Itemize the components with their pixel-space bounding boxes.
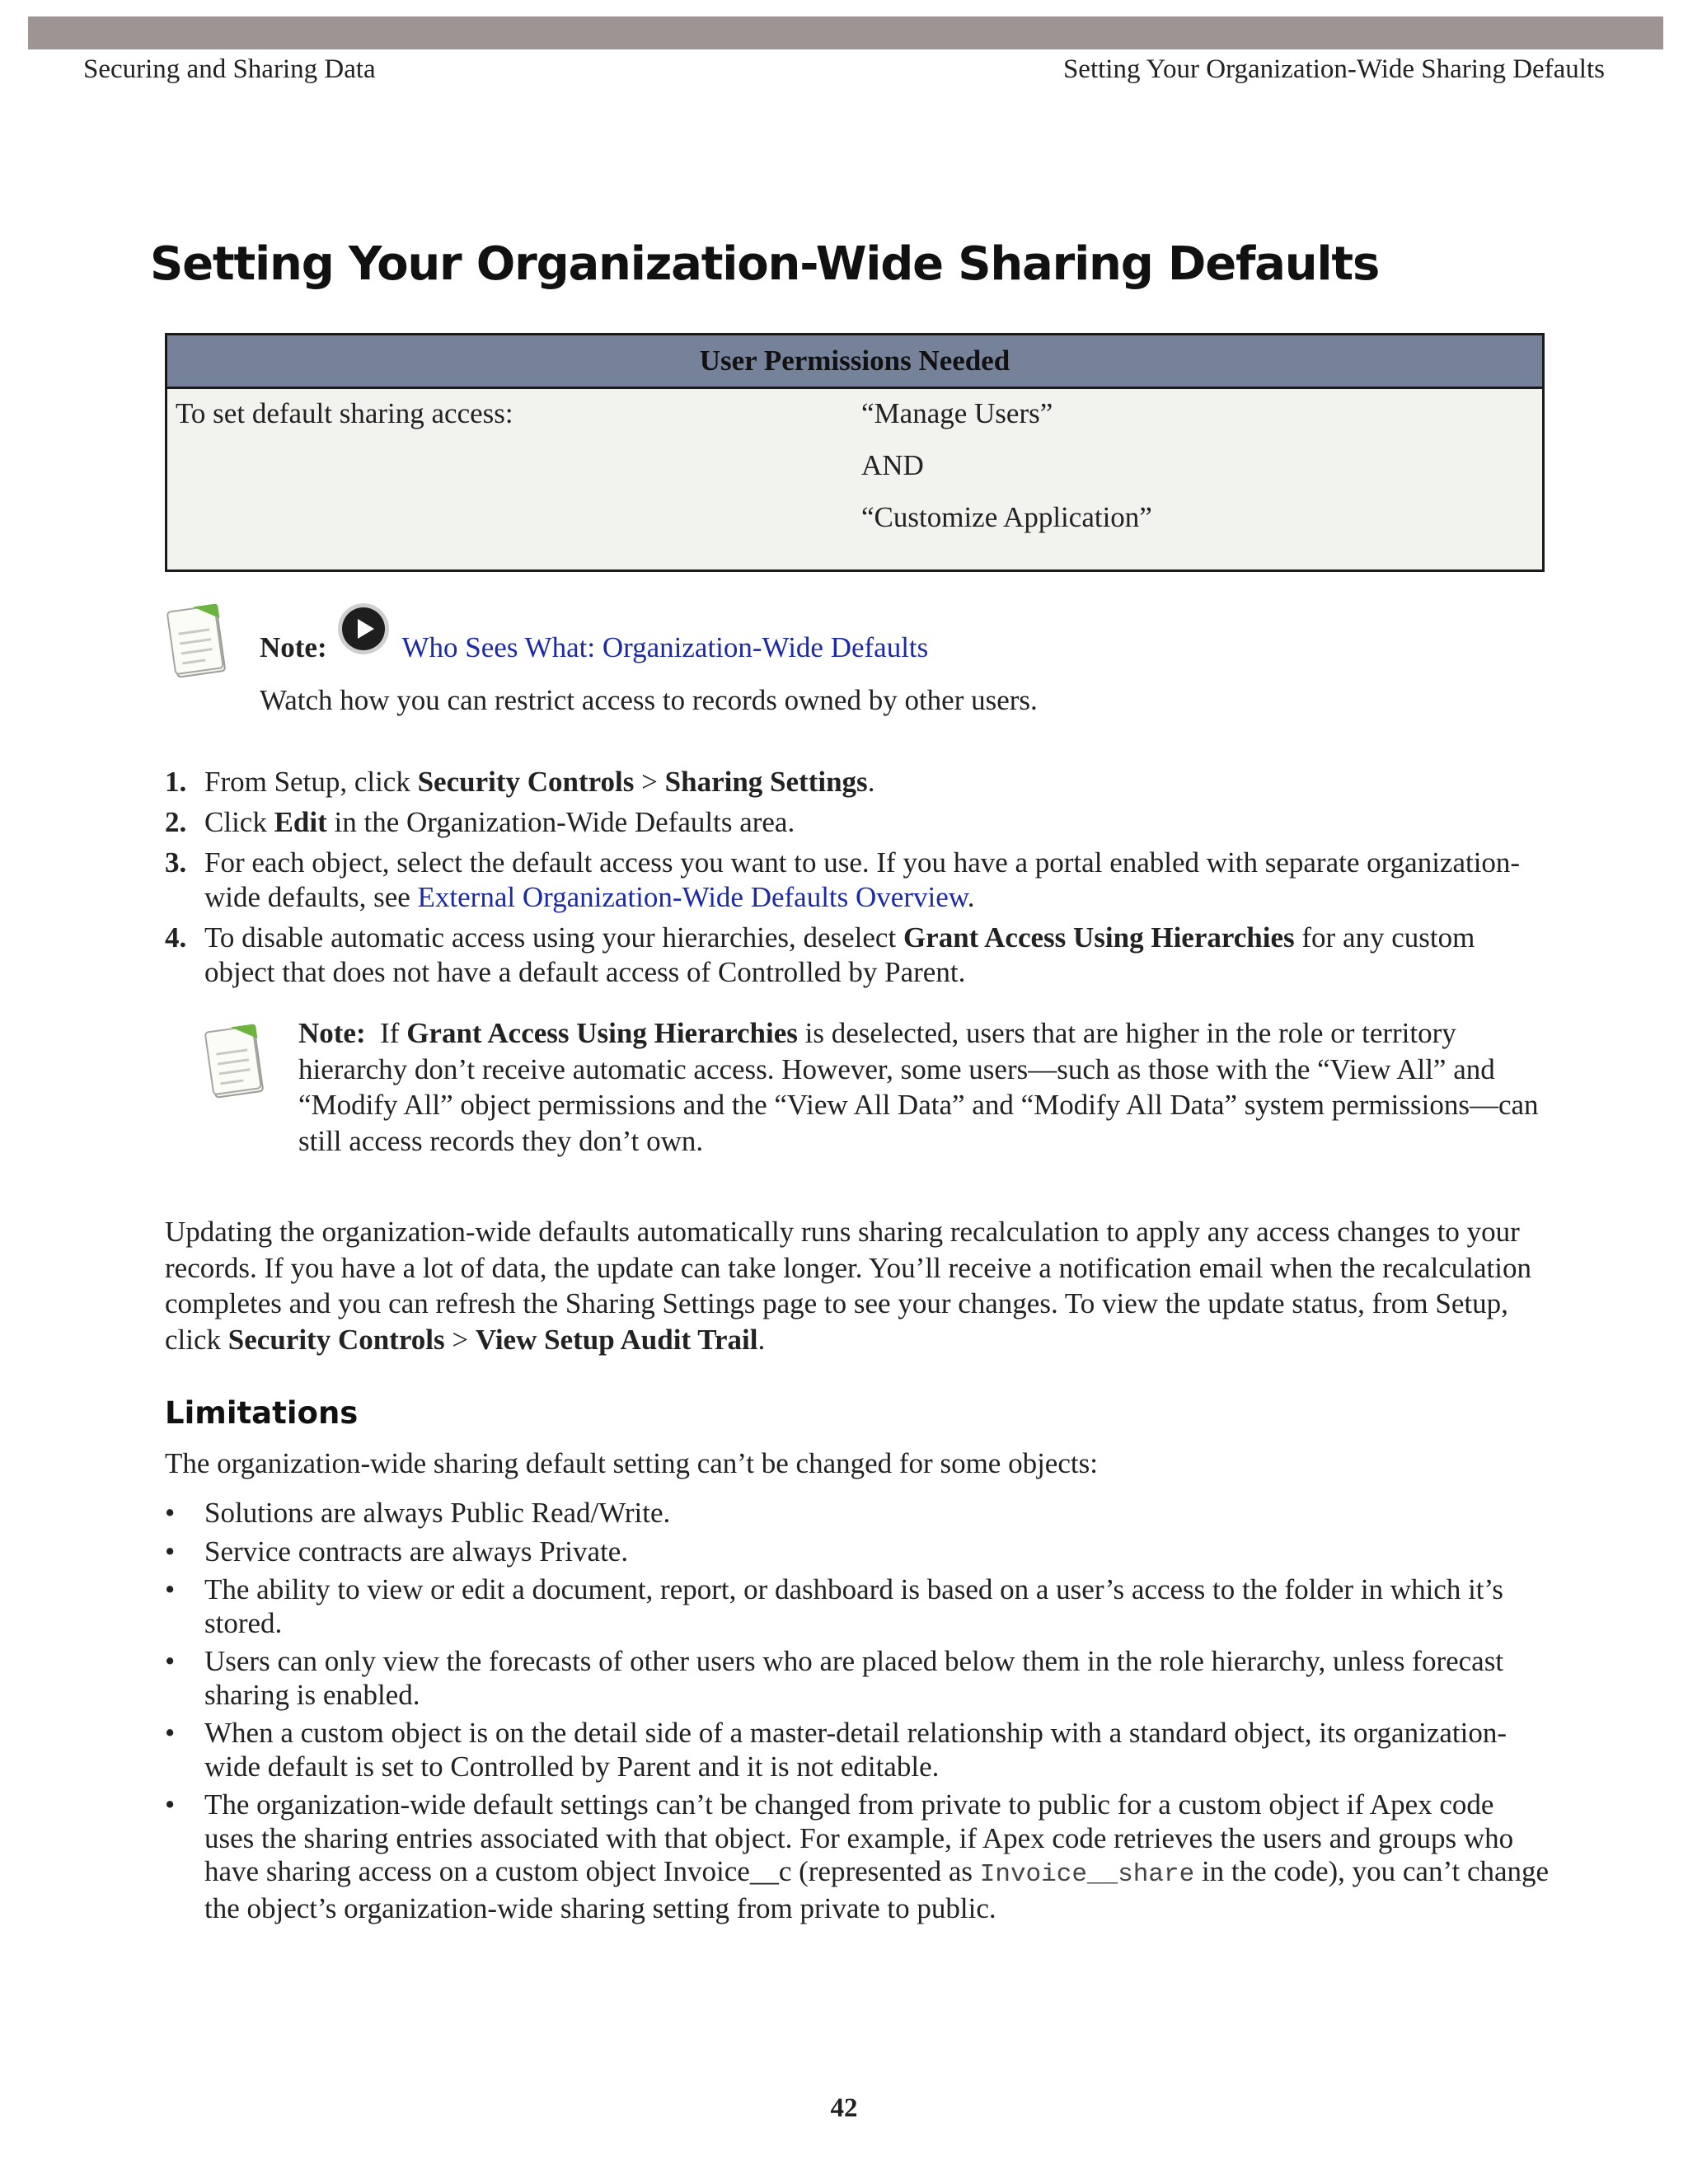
note-label: Note: [260, 631, 327, 663]
step-number: 4. [165, 921, 187, 954]
step-punctuation: . [967, 881, 975, 913]
list-item [165, 1645, 1550, 1712]
list-item-text: in the code), you can’t change the object’s organization-wide sharing setting from private to public. [204, 1855, 1550, 1924]
note-label: Note: [298, 1017, 366, 1049]
running-header-right: Setting Your Organization-Wide Sharing Defaults [1062, 54, 1605, 84]
bullet: • [165, 1717, 176, 1749]
step-text: To disable automatic access using your hierarchies, deselect [204, 921, 903, 954]
bullet: • [165, 1573, 176, 1605]
paragraph-separator: > [444, 1323, 476, 1356]
view-setup-audit-trail-label: View Setup Audit Trail [475, 1323, 758, 1356]
list-item [165, 1717, 1550, 1783]
who-sees-what-link[interactable]: Who Sees What: Organization-Wide Defaults [401, 631, 929, 663]
step-number: 2. [165, 806, 187, 838]
step-number: 1. [165, 766, 187, 798]
step-text: For each object, select the default access you want to use. If you have a portal enabled with separate organization-wide defaults, see [204, 846, 1521, 913]
note-text: is deselected, users that are higher in the role or territory hierarchy don’t receive automatic access. However, some users—such as those with the “View All” and “Modify All” object permissions and the “View All Data” and “Modify All Data” system permissions—can still access records they don’t own. [298, 1017, 1539, 1157]
bullet: • [165, 1645, 176, 1677]
note-icon [165, 600, 231, 682]
grant-access-label: Grant Access Using Hierarchies [903, 921, 1295, 954]
note-video [260, 631, 928, 664]
step-text: Click [204, 806, 274, 838]
bullet: • [165, 1788, 176, 1821]
permissions-table [165, 333, 1545, 572]
list-item [165, 1788, 1550, 1925]
step-separator: > [634, 766, 665, 798]
paragraph-text: Updating the organization-wide defaults automatically runs sharing recalculation to apply any access changes to your records. If you have a lot of data, the update can take longer. You’ll receive a notification email when the recalculation completes and you can refresh the Sharing Settings page to see your changes. To view the update status, from Setup, click [165, 1216, 1531, 1356]
step-text: in the Organization-Wide Defaults area. [326, 806, 795, 838]
permissions-table-heading: User Permissions Needed [166, 335, 1544, 388]
list-item-text: Users can only view the forecasts of other users who are placed below them in the role hierarchy, unless forecast sharing is enabled. [204, 1645, 1504, 1711]
security-controls-label: Security Controls [227, 1323, 445, 1356]
recalculation-paragraph [165, 1214, 1550, 1357]
sharing-settings-label: Sharing Settings [664, 766, 868, 798]
note-description: Watch how you can restrict access to records owned by other users. [260, 684, 1038, 716]
step-item [165, 765, 1550, 799]
list-item-text: The ability to view or edit a document, report, or dashboard is based on a user’s access to the folder in which it’s stored. [204, 1573, 1503, 1639]
permission-manage-users: “Manage Users” [861, 397, 1053, 429]
external-owd-overview-link[interactable]: External Organization-Wide Defaults Overview [417, 881, 968, 913]
limitations-intro: The organization-wide sharing default setting can’t be changed for some objects: [165, 1447, 1098, 1479]
step-number: 3. [165, 846, 187, 879]
list-item [165, 1573, 1550, 1640]
note-text: If [380, 1017, 407, 1049]
running-header-left: Securing and Sharing Data [83, 54, 376, 84]
step-text: for any custom object that does not have a default access of Controlled by Parent. [204, 921, 1475, 988]
steps-list [165, 765, 1550, 996]
edit-label: Edit [274, 806, 327, 838]
page-title: Setting Your Organization-Wide Sharing Defaults [150, 237, 1380, 291]
limitations-heading: Limitations [165, 1395, 359, 1431]
permission-task: To set default sharing access: [166, 388, 862, 571]
grant-access-label: Grant Access Using Hierarchies [406, 1017, 798, 1049]
list-item [165, 1497, 1550, 1530]
security-controls-label: Security Controls [417, 766, 635, 798]
code-invoice-share: Invoice__share [979, 1860, 1195, 1889]
list-item [165, 1535, 1550, 1569]
step-item [165, 846, 1550, 915]
step-item [165, 921, 1550, 990]
list-item-text: The organization-wide default settings can’t be changed from private to public for a custom object if Apex code uses the sharing entries associated with that object. For example, if Apex code retrieves the users and groups who have sharing access on a custom object Invoice__c (represented as [204, 1788, 1514, 1887]
bullet: • [165, 1497, 176, 1529]
permission-customize-application: “Customize Application” [861, 501, 1152, 533]
list-item-text: Service contracts are always Private. [204, 1535, 629, 1568]
step-punctuation: . [867, 766, 875, 798]
top-bar [28, 16, 1663, 49]
paragraph-punctuation: . [757, 1323, 766, 1356]
list-item-text: Solutions are always Public Read/Write. [204, 1497, 671, 1529]
step-item [165, 805, 1550, 840]
limitations-list [165, 1497, 1550, 1930]
step-text: From Setup, click [204, 766, 418, 798]
note-icon [203, 1020, 269, 1103]
permission-list [861, 388, 1544, 571]
note-hierarchies [298, 1015, 1548, 1159]
bullet: • [165, 1535, 176, 1568]
list-item-text: When a custom object is on the detail side of a master-detail relationship with a standard object, its organization-wide default is set to Controlled by Parent and it is not editable. [204, 1717, 1507, 1783]
permission-and: AND [861, 449, 924, 481]
page-number: 42 [830, 2093, 858, 2123]
